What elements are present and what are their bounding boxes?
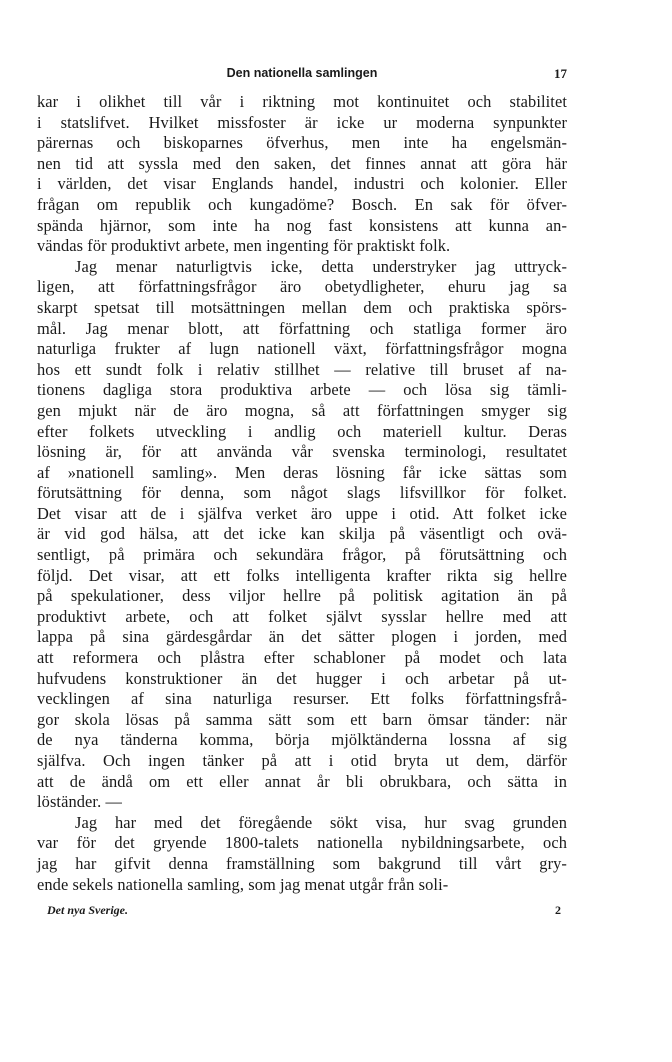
text-line: de nya tänderna komma, börja mjölktänderna lossna af sig	[37, 730, 567, 750]
page-footer	[37, 903, 567, 923]
text-line: kar i olikhet till vår i riktning mot kontinuitet och stabilitet	[37, 92, 567, 111]
text-line: i världen, det visar Englands handel, industri och kolonier. Eller	[37, 174, 567, 194]
text-line: lösning är, för att använda vår svenska terminologi, resultatet	[37, 442, 567, 462]
text-line: ligen, att författningsfrågor äro obetydligheter, ehuru jag sa	[37, 277, 567, 297]
text-line: nen tid att syssla med den saken, det finnes annat att göra här	[37, 153, 567, 173]
text-line: löständer. —	[37, 792, 122, 812]
text-line: vecklingen af sina naturliga resurser. Ett folks författningsfrå-	[37, 689, 567, 709]
paragraph	[37, 92, 567, 257]
text-line: gor skola lösas på samma sätt som ett barn ömsar tänder: när	[37, 709, 567, 729]
paragraph	[37, 257, 567, 813]
running-title: Den nationella samlingen	[226, 66, 378, 80]
text-line: mål. Jag menar blott, att författning och statliga former äro	[37, 318, 567, 338]
text-line: lappa på sina gärdesgårdar än det sätter plogen i jorden, med	[37, 627, 567, 647]
text-line: hos ett sundt folk i relativ stillhet — relative till bruset af na-	[37, 359, 567, 379]
book-page	[37, 62, 567, 923]
text-line: gen mjukt när de äro mogna, så att författningen smyger sig	[37, 400, 567, 420]
text-line: Det visar att de i själfva verket äro uppe i otid. Att folket icke	[37, 503, 567, 523]
page-number: 17	[554, 66, 567, 81]
text-line: själfva. Och ingen tänker på att i otid bryta ut dem, därför	[37, 751, 567, 770]
text-line: är vid god hälsa, att det icke kan skilja på väsentligt och ovä-	[37, 524, 567, 544]
text-line: pärernas och biskoparnes öfverhus, men inte ha engelsmän-	[37, 133, 567, 153]
paragraph	[37, 813, 567, 895]
text-line: tionens dagliga stora produktiva arbete — och lösa sig tämli-	[37, 380, 567, 400]
text-line: i statslifvet. Hvilket missfoster är icke ur moderna synpunkter	[37, 112, 567, 132]
text-line: frågan om republik och kungadöme? Bosch. En sak för öfver-	[37, 194, 567, 214]
text-line: Jag menar naturligtvis icke, detta understryker jag uttryck-	[75, 256, 567, 276]
text-line: på spekulationer, dess viljor hellre på politisk agitation än på	[37, 586, 567, 606]
text-line: var för det gryende 1800-talets nationella nybildningsarbete, och	[37, 833, 567, 853]
text-line: ende sekels nationella samling, som jag menat utgår från soli-	[37, 874, 449, 894]
text-line: produktivt arbete, och att folket självt sysslar hellre med att	[37, 606, 567, 626]
signature-number: 2	[555, 903, 561, 918]
text-line: efter folkets utveckling i andlig och materiell kultur. Deras	[37, 421, 567, 441]
text-line: att reformera och plåstra efter schabloner på modet och lata	[37, 648, 567, 668]
text-line: Jag har med det föregående sökt visa, hur svag grunden	[75, 812, 567, 832]
text-line: naturliga frukter af lugn nationell växt, författningsfrågor mogna	[37, 339, 567, 359]
text-line: sentligt, på primära och sekundära frågor, på förutsättning och	[37, 545, 567, 565]
signature-title: Det nya Sverige.	[47, 903, 128, 918]
text-line: förutsättning för denna, som något slags lifsvillkor för folket.	[37, 483, 567, 503]
text-line: vändas för produktivt arbete, men ingenting för praktiskt folk.	[37, 236, 451, 256]
text-line: följd. Det visar, att ett folks intelligenta krafter rikta sig hellre	[37, 565, 567, 585]
text-line: jag har gifvit denna framställning som bakgrund till vårt gry-	[37, 853, 567, 873]
text-line: hufvudens konstruktioner än det hugger i och arbetar på ut-	[37, 668, 567, 688]
text-line: skarpt spetsat till motsättningen mellan dem och praktiska spörs-	[37, 297, 567, 317]
text-line: att de ändå om ett eller annat år bli obrukbara, och sätta in	[37, 771, 567, 791]
running-head	[37, 62, 567, 82]
body-text	[37, 92, 567, 895]
text-line: spända hjärnor, som inte ha nog fast konsistens att kunna an-	[37, 215, 567, 235]
text-line: af »nationell samling». Men deras lösning får icke sättas som	[37, 462, 567, 482]
